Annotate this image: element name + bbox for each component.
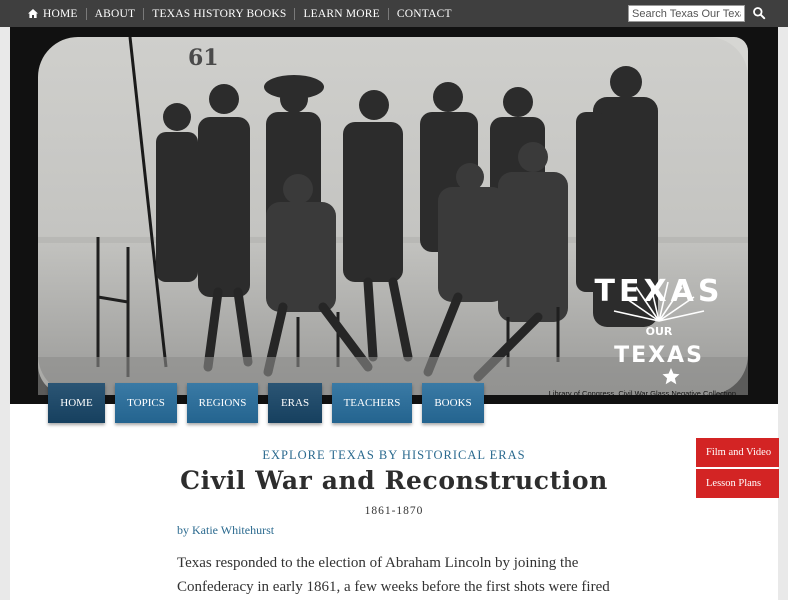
logo-text-top: TEXAS (594, 274, 724, 309)
top-nav-about[interactable]: ABOUT (87, 8, 145, 20)
search-input[interactable] (628, 5, 745, 22)
star-icon (663, 368, 680, 384)
page-title: Civil War and Reconstruction (180, 466, 608, 495)
logo-text-bottom: TEXAS (614, 343, 704, 368)
main-nav-books[interactable]: BOOKS (422, 383, 484, 423)
main-nav-eras[interactable]: ERAS (268, 383, 322, 423)
main-nav (48, 383, 494, 423)
main-nav-regions[interactable]: REGIONS (187, 383, 258, 423)
top-nav (28, 0, 460, 27)
texas-our-texas-logo (584, 249, 734, 389)
top-nav-home[interactable] (28, 8, 87, 20)
logo-text-middle: OUR (645, 325, 673, 338)
photo-credit: Library of Congress, Civil War Glass Negative Collection (548, 389, 736, 398)
wall-sign-text: 61 (188, 45, 219, 71)
main-content (10, 404, 778, 600)
top-nav-contact[interactable]: CONTACT (396, 7, 452, 20)
side-tab-lesson-plans[interactable]: Lesson Plans (696, 469, 779, 498)
intro-paragraph: Texas responded to the election of Abraham Lincoln by joining the Confederacy in early 1861, a few weeks before the first shots were fired (177, 555, 610, 595)
section-eyebrow[interactable]: EXPLORE TEXAS BY HISTORICAL ERAS (262, 448, 526, 462)
top-nav-home-label: HOME (43, 7, 78, 20)
top-bar (0, 0, 788, 27)
author-byline[interactable]: by Katie Whitehurst (177, 523, 275, 537)
home-icon (28, 9, 38, 18)
main-nav-home[interactable]: HOME (48, 383, 105, 423)
top-nav-texas-history-books[interactable]: TEXAS HISTORY BOOKS (144, 8, 295, 20)
search-icon[interactable] (752, 6, 766, 20)
main-nav-topics[interactable]: TOPICS (115, 383, 177, 423)
main-nav-teachers[interactable]: TEACHERS (332, 383, 412, 423)
side-tab-film-and-video[interactable]: Film and Video (696, 438, 779, 467)
hero-banner (10, 27, 778, 404)
side-tabs (696, 438, 779, 500)
era-years: 1861-1870 (364, 505, 424, 517)
top-nav-learn-more[interactable]: LEARN MORE (295, 8, 388, 20)
